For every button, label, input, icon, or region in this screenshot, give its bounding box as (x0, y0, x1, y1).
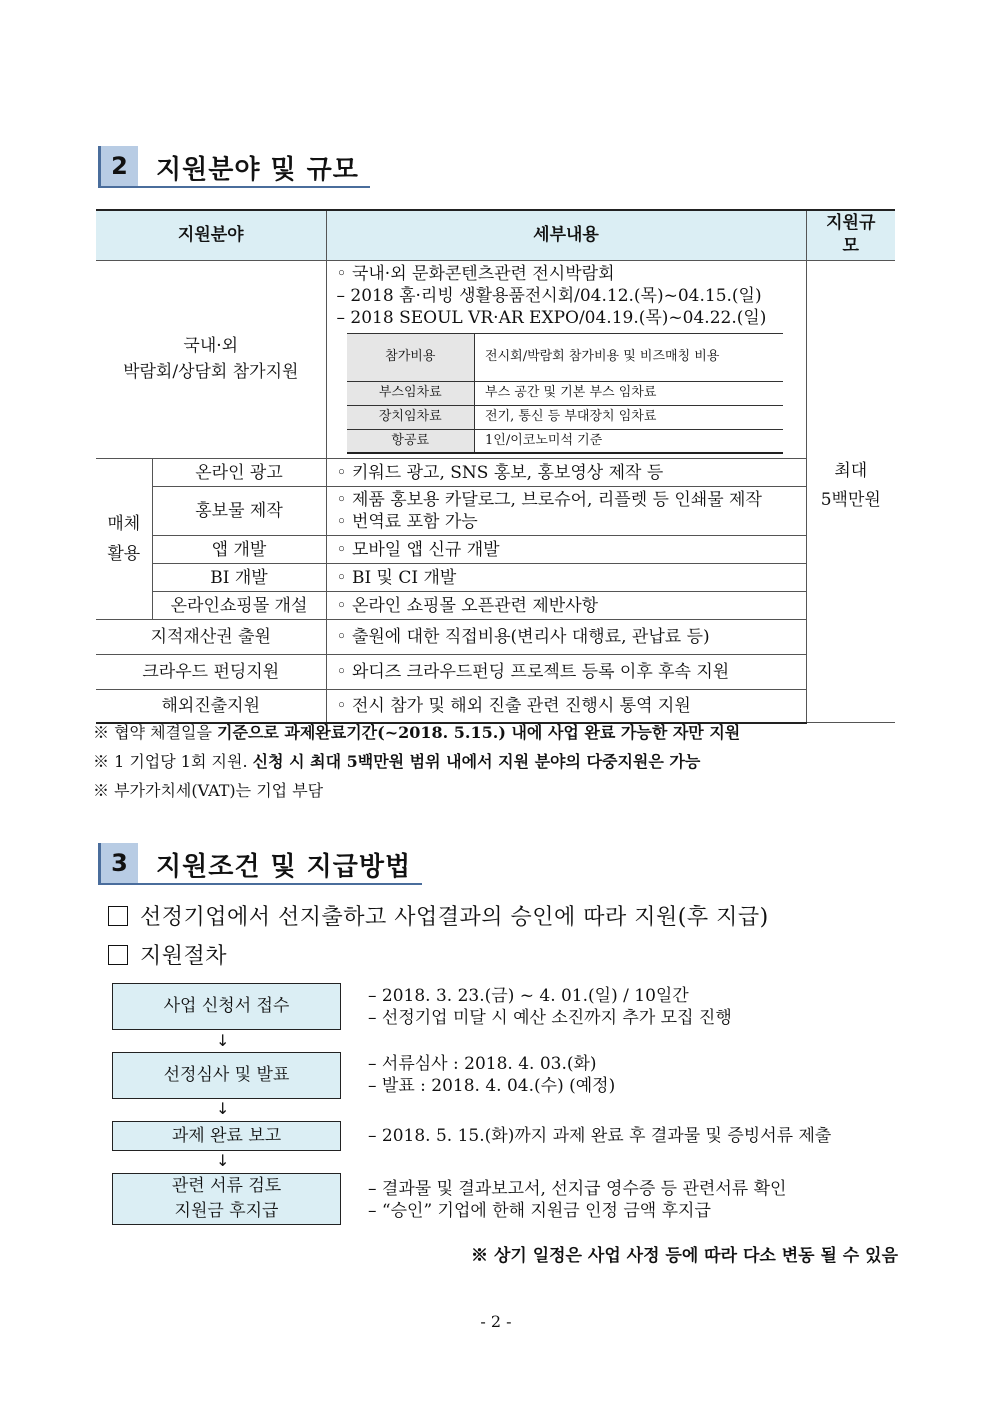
section-number: 2 (98, 146, 138, 186)
step-box-completion: 과제 완료 보고 (112, 1121, 341, 1151)
table-header-row (96, 210, 895, 260)
other-label: 해외진출지원 (96, 690, 326, 723)
other-detail: ◦ 전시 참가 및 해외 진출 관련 진행시 통역 지원 (326, 690, 806, 723)
table-row-ip (96, 620, 895, 655)
table-row-online-ad (96, 459, 895, 487)
note-2: ※ 1 기업당 1회 지원. 신청 시 최대 5백만원 범위 내에서 지원 분야의 다중지원은 가능 (93, 752, 701, 771)
section-3-heading (98, 843, 422, 885)
other-label: 지적재산권 출원 (96, 620, 326, 655)
section-number: 3 (98, 843, 138, 883)
arrow-down-icon: ↓ (216, 1031, 230, 1050)
arrow-down-icon: ↓ (216, 1151, 230, 1170)
table-row-bi (96, 564, 895, 592)
other-detail: ◦ 와디즈 크라우드펀딩 프로젝트 등록 이후 후속 지원 (326, 655, 806, 690)
support-table (96, 209, 895, 724)
header-scale (806, 210, 895, 260)
table-notes (93, 718, 740, 805)
page-number: - 2 - (480, 1312, 512, 1331)
expo-label: 국내·외 박람회/상담회 참가지원 (96, 260, 326, 459)
note-3: ※ 부가가치세(VAT)는 기업 부담 (93, 781, 324, 800)
note-1: ※ 협약 체결일을 기준으로 과제완료기간(~2018. 5.15.) 내에 사업 완료 가능한 자만 지원 (93, 723, 741, 742)
header-field: 지원분야 (96, 210, 326, 260)
media-detail: ◦ 제품 홍보용 카달로그, 브로슈어, 리플렛 등 인쇄물 제작 ◦ 번역료 포함 가능 (326, 487, 806, 536)
expo-detail-line: – 2018 홈·리빙 생활용품전시회/04.12.(목)~04.15.(일) (336, 285, 762, 306)
other-label: 크라우드 펀딩지원 (96, 655, 326, 690)
media-detail: ◦ 모바일 앱 신규 개발 (326, 536, 806, 564)
media-label: 온라인 광고 (152, 459, 326, 487)
table-row-promo (96, 487, 895, 536)
expo-cost-table (347, 333, 783, 455)
step-desc-selection: – 서류심사 : 2018. 4. 03.(화) – 발표 : 2018. 4. 04.(수) (예정) (368, 1054, 616, 1096)
table-row-app (96, 536, 895, 564)
table-row-expo (96, 260, 895, 459)
table-row: 부스임차료 부스 공간 및 기본 부스 임차료 (347, 381, 783, 405)
media-detail: ◦ 온라인 쇼핑몰 오픈관련 제반사항 (326, 592, 806, 620)
expo-detail-line: ◦ 국내·외 문화콘텐츠관련 전시박람회 (336, 263, 615, 284)
section-title: 지원분야 및 규모 (156, 155, 359, 185)
section-title: 지원조건 및 지급방법 (156, 852, 412, 882)
step-desc-application: – 2018. 3. 23.(금) ~ 4. 01.(일) / 10일간 – 선정기업 미달 시 예산 소진까지 추가 모집 진행 (368, 986, 732, 1028)
table-row: 참가비용 전시회/박람회 참가비용 및 비즈매칭 비용 (347, 333, 783, 381)
media-detail: ◦ BI 및 CI 개발 (326, 564, 806, 592)
media-label: BI 개발 (152, 564, 326, 592)
table-row: 장치임차료 전기, 통신 등 부대장치 임차료 (347, 405, 783, 429)
header-detail: 세부내용 (326, 210, 806, 260)
media-group-label: 매체 활용 (96, 459, 152, 620)
step-desc-completion: – 2018. 5. 15.(화)까지 과제 완료 후 결과물 및 증빙서류 제출 (368, 1126, 832, 1146)
checkbox-icon (108, 945, 128, 965)
arrow-down-icon: ↓ (216, 1099, 230, 1118)
expo-detail (326, 260, 806, 459)
header-scale-text: 지원규모 (826, 213, 876, 257)
step-box-payment: 관련 서류 검토 지원금 후지급 (112, 1173, 341, 1225)
section-2-heading (98, 146, 370, 188)
expo-detail-line: – 2018 SEOUL VR·AR EXPO/04.19.(목)~04.22.(일) (336, 307, 767, 328)
table-row-crowdfunding (96, 655, 895, 690)
media-label: 홍보물 제작 (152, 487, 326, 536)
step-desc-payment: – 결과물 및 결과보고서, 선지급 영수증 등 관련서류 확인 – “승인” 기업에 한해 지원금 인정 금액 후지급 (368, 1179, 787, 1221)
step-box-selection: 선정심사 및 발표 (112, 1052, 341, 1099)
table-row: 항공료 1인/이코노미석 기준 (347, 429, 783, 453)
scale-value: 최대 5백만원 (806, 260, 895, 723)
condition-line-1: 선정기업에서 선지출하고 사업결과의 승인에 따라 지원(후 지급) (108, 900, 769, 931)
schedule-note: ※ 상기 일정은 사업 사정 등에 따라 다소 변동 될 수 있음 (471, 1246, 898, 1266)
step-box-application: 사업 신청서 접수 (112, 983, 341, 1030)
media-detail: ◦ 키워드 광고, SNS 홍보, 홍보영상 제작 등 (326, 459, 806, 487)
media-label: 온라인쇼핑몰 개설 (152, 592, 326, 620)
checkbox-icon (108, 906, 128, 926)
media-label: 앱 개발 (152, 536, 326, 564)
other-detail: ◦ 출원에 대한 직접비용(변리사 대행료, 관납료 등) (326, 620, 806, 655)
table-row-shop (96, 592, 895, 620)
condition-line-2: 지원절차 (108, 939, 227, 970)
